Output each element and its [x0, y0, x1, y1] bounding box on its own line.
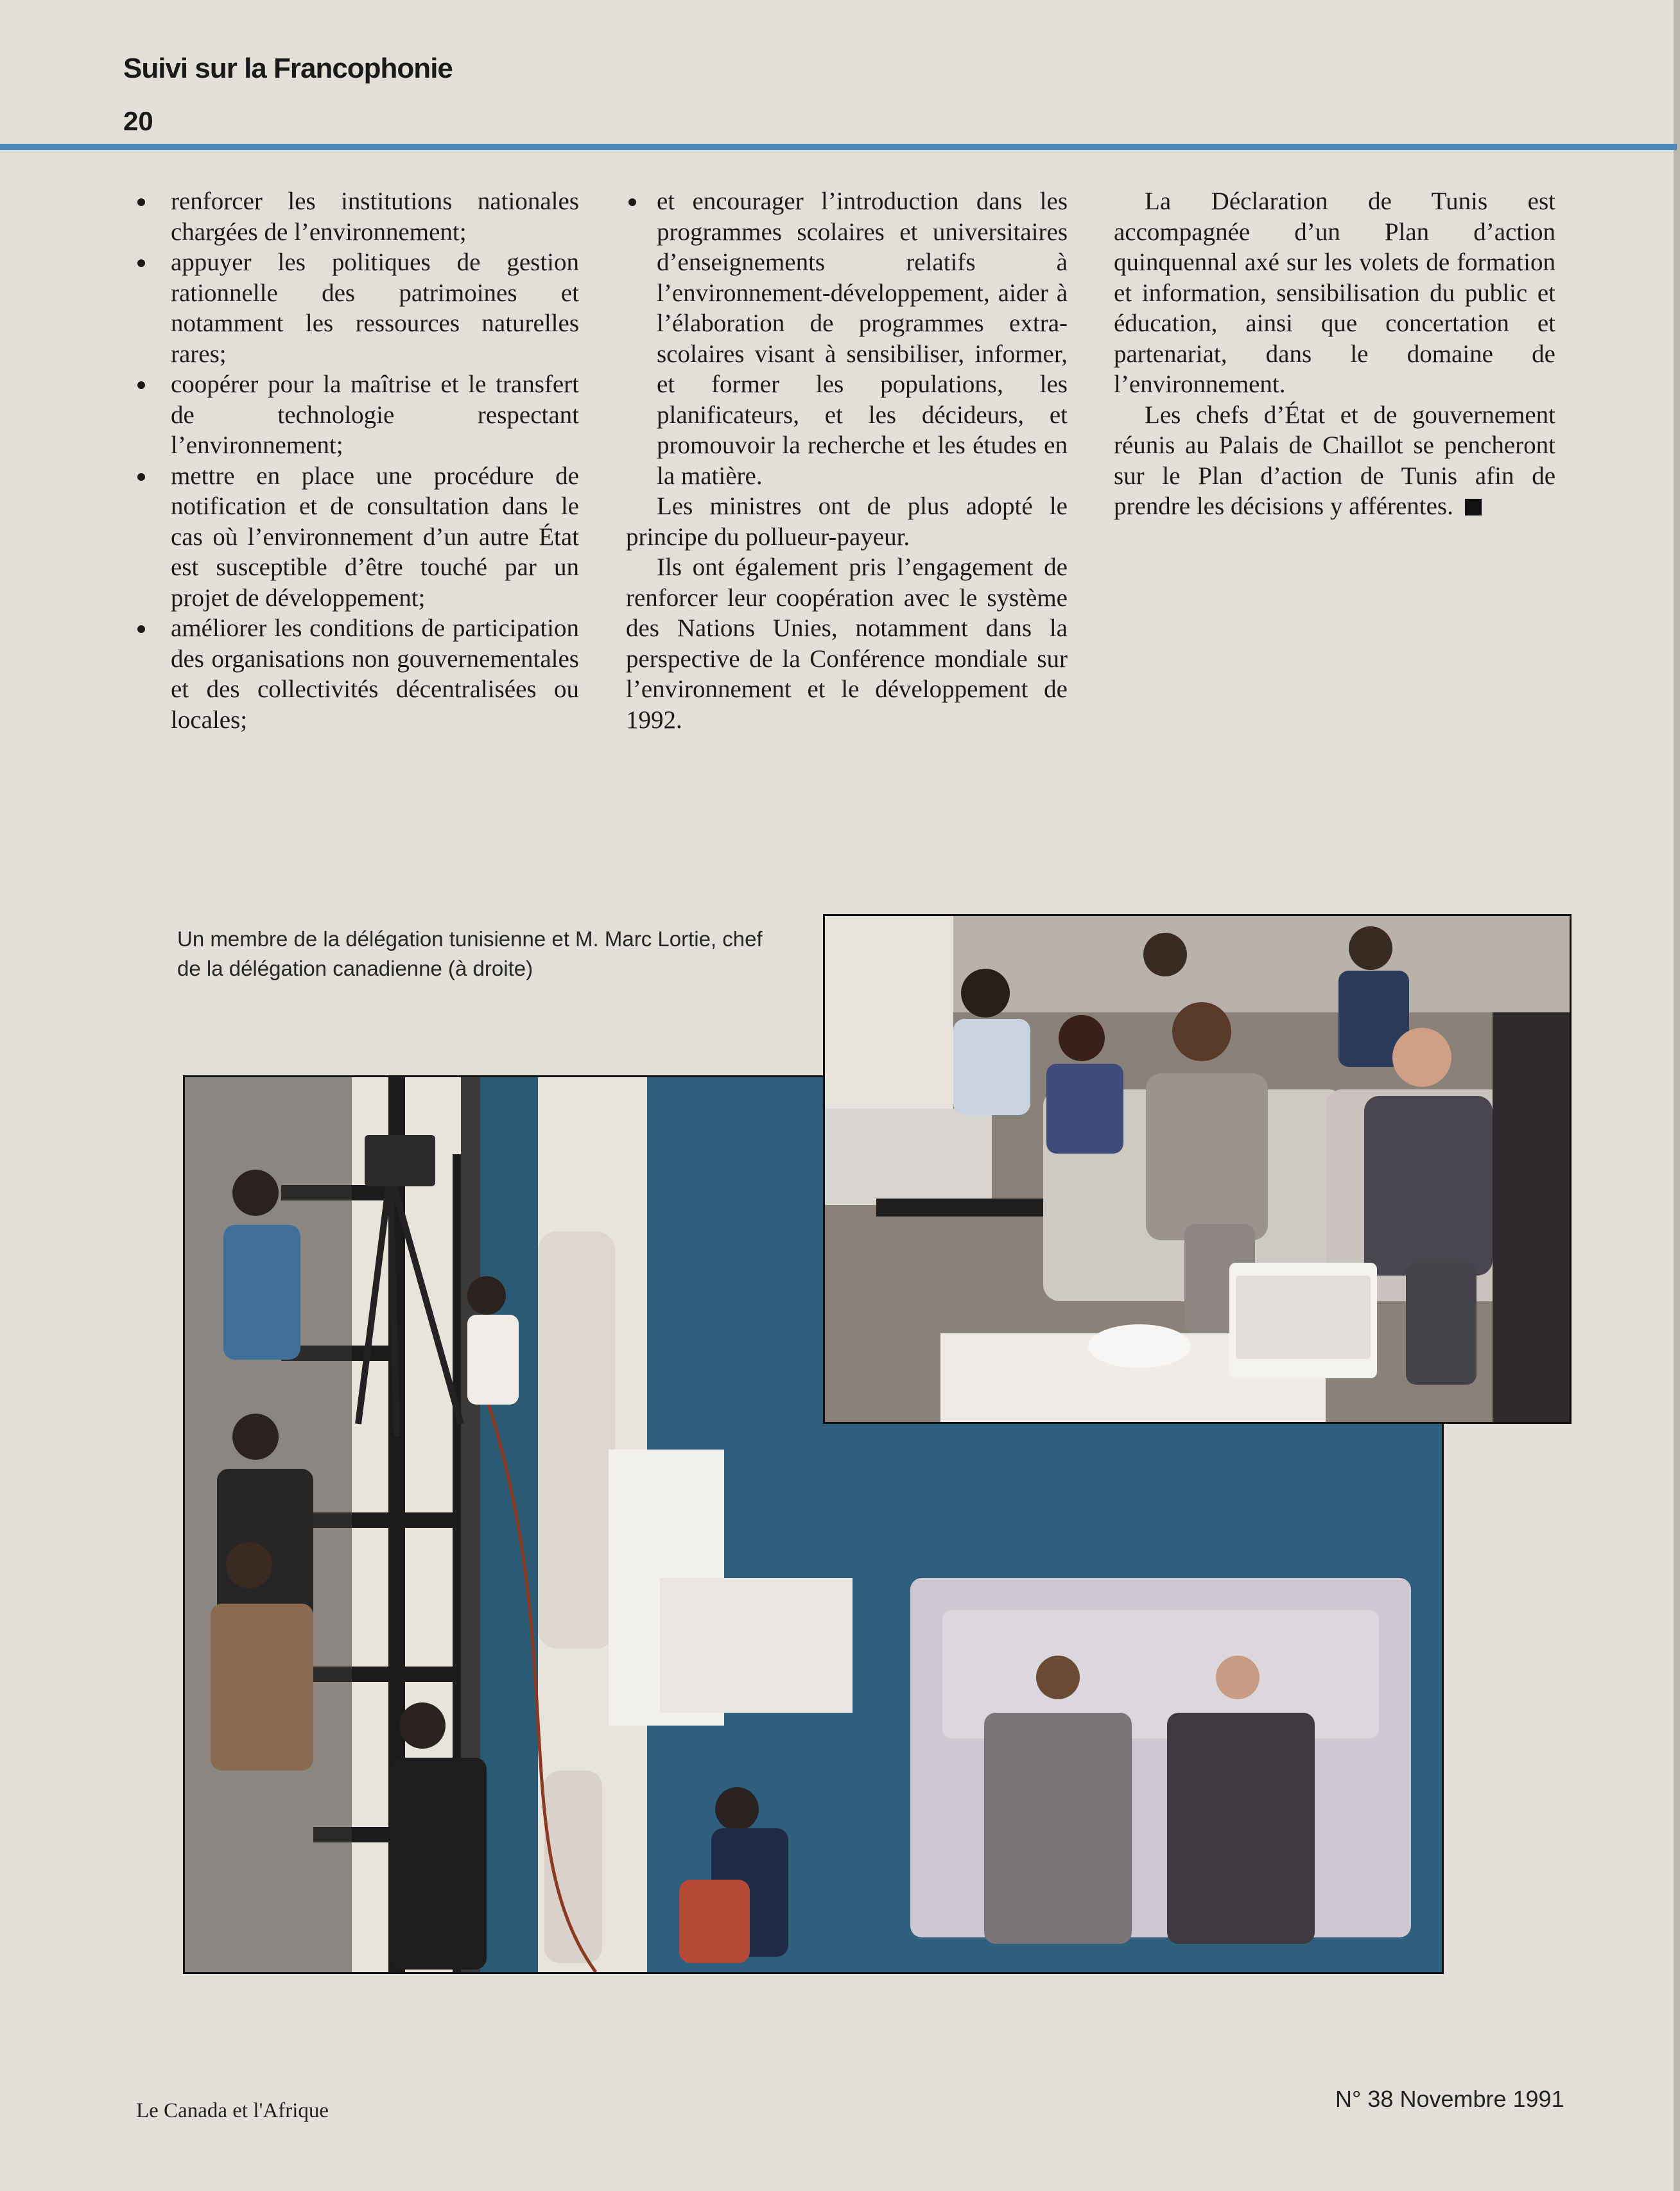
- list-item: [135, 247, 579, 369]
- footer-publication: Le Canada et l'Afrique: [136, 2099, 329, 2122]
- list-item-text: appuyer les politiques de gestion rationnelle des patrimoines et notamment les ressources naturelles rares;: [171, 248, 579, 368]
- photo-closeup-image: [825, 916, 1570, 1422]
- paragraph: La Déclaration de Tunis est accompagnée d’un Plan d’action quinquennal axé sur les volets de formation et information, sensibilisation du public et éducation, ainsi que concertation et partenariat, dans le domaine de l’environnement.: [1114, 187, 1555, 398]
- text-column-3: [1114, 186, 1555, 522]
- bullet-icon: [137, 198, 145, 206]
- text-column-1: [135, 186, 579, 735]
- photo-caption: Un membre de la délégation tunisienne et M. Marc Lortie, chef de la délégation canadienne (à droite): [177, 927, 763, 980]
- paragraph: Les ministres ont de plus adopté le principe du pollueur-payeur.: [626, 492, 1068, 551]
- bullet-icon: [137, 625, 145, 633]
- paragraph: Ils ont également pris l’engagement de renforcer leur coopération avec le système des Nations Unies, notamment dans la perspective de la Conférence mondiale sur l’environnement et le développement de 1992.: [626, 553, 1068, 734]
- list-item: [135, 186, 579, 247]
- bullet-icon: [628, 198, 636, 206]
- list-item: [135, 613, 579, 735]
- list-item-text: améliorer les conditions de participation des organisations non gouvernementales et des collectivités décentralisées ou locales;: [171, 614, 579, 734]
- list-item: [135, 369, 579, 461]
- list-item: [135, 461, 579, 614]
- bullet-icon: [137, 473, 145, 481]
- bullet-list: [135, 186, 579, 735]
- bullet-list: [626, 186, 1068, 491]
- footer-issue: N° 38 Novembre 1991: [1335, 2086, 1564, 2112]
- section-title: Suivi sur la Francophonie: [123, 53, 453, 84]
- page-number: 20: [123, 106, 153, 136]
- list-item: [626, 186, 1068, 491]
- photo-delegation-closeup: [823, 914, 1572, 1424]
- bullet-icon: [137, 259, 145, 267]
- end-mark-icon: [1465, 499, 1482, 515]
- page-edge: [1674, 0, 1680, 2191]
- bullet-icon: [137, 381, 145, 389]
- header-rule: [0, 144, 1677, 150]
- paragraph: [1114, 400, 1555, 522]
- paragraph-text: Les chefs d’État et de gouvernement réunis au Palais de Chaillot se pencheront sur le Plan d’action de Tunis afin de prendre les décisions y afférentes.: [1114, 401, 1555, 520]
- list-item-text: coopérer pour la maîtrise et le transfert de technologie respectant l’environnement;: [171, 370, 579, 459]
- text-column-2: [626, 186, 1068, 735]
- list-item-text: mettre en place une procédure de notification et de consultation dans le cas où l’environnement d’un autre État est susceptible d’être touché par un projet de développement;: [171, 462, 579, 612]
- list-item-text: renforcer les institutions nationales chargées de l’environnement;: [171, 187, 579, 246]
- list-item-text: et encourager l’introduction dans les programmes scolaires et universitaires d’enseignements relatifs à l’environnement-développement, aider à l’élaboration de programmes extra-scolaires visant à sensibiliser, informer, et former les populations, les planificateurs, et les décideurs, et promouvoir la recherche et les études en la matière.: [657, 187, 1068, 490]
